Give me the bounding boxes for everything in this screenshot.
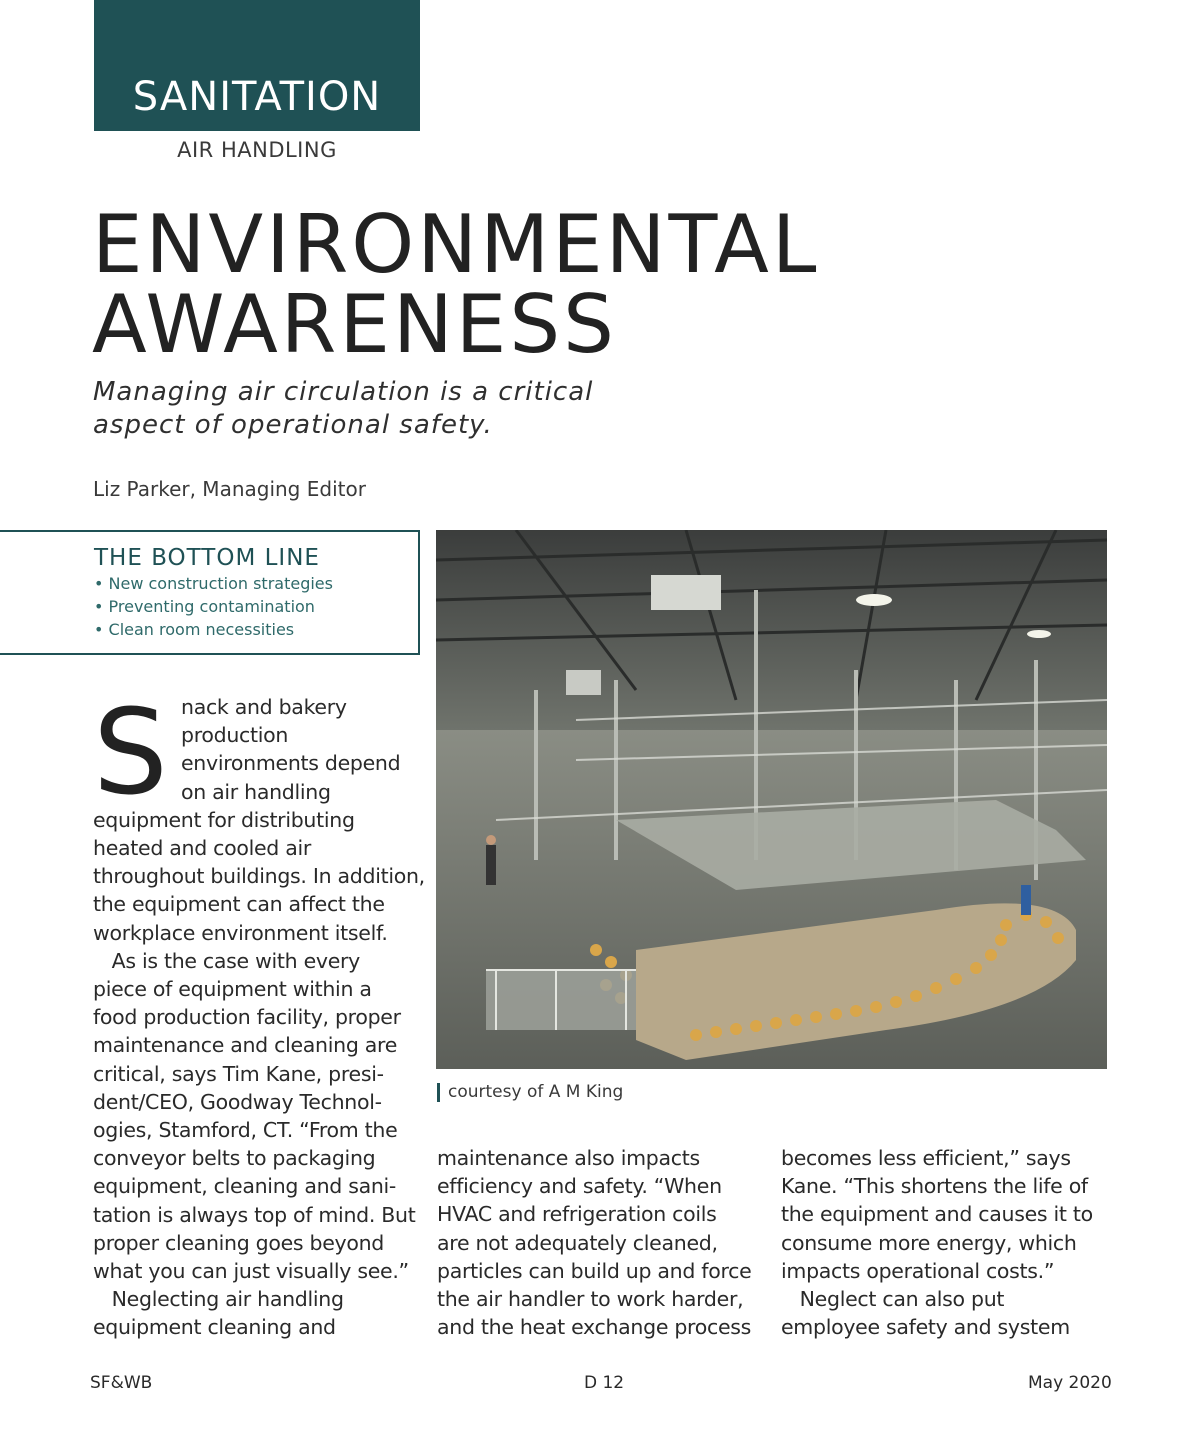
bottom-line-item: • Preventing contamination bbox=[94, 597, 315, 616]
headline-line-2: AWARENESS bbox=[92, 278, 617, 371]
body-line: on air handling bbox=[181, 779, 331, 804]
body-line: employee safety and system bbox=[781, 1315, 1070, 1340]
body-line: the equipment can affect the bbox=[93, 892, 385, 917]
footer-date: May 2020 bbox=[1028, 1373, 1112, 1393]
body-line: and the heat exchange process bbox=[437, 1315, 752, 1340]
body-line: critical, says Tim Kane, presi- bbox=[93, 1061, 384, 1086]
body-line: heated and cooled air bbox=[93, 836, 312, 861]
body-line: HVAC and refrigeration coils bbox=[437, 1202, 717, 1227]
subsection-label: AIR HANDLING bbox=[177, 138, 337, 162]
dropcap: S bbox=[93, 683, 168, 821]
byline: Liz Parker, Managing Editor bbox=[93, 477, 366, 501]
section-label: SANITATION bbox=[132, 74, 382, 120]
body-column-2 bbox=[437, 1144, 772, 1341]
bottom-line-item: • Clean room necessities bbox=[94, 620, 295, 639]
factory-photo-illustration bbox=[436, 530, 1107, 1069]
body-line: environments depend bbox=[181, 751, 401, 776]
body-line: conveyor belts to packaging bbox=[93, 1146, 376, 1171]
body-line: maintenance also impacts bbox=[437, 1146, 700, 1170]
body-line: particles can build up and force bbox=[437, 1258, 752, 1283]
body-line: equipment for distributing bbox=[93, 807, 355, 832]
bottom-line-list bbox=[94, 572, 418, 641]
body-line: piece of equipment within a bbox=[93, 977, 372, 1002]
body-line: efficiency and safety. “When bbox=[437, 1174, 722, 1199]
deck-line-1: Managing air circulation is a critical bbox=[93, 377, 594, 407]
body-line: maintenance and cleaning are bbox=[93, 1033, 398, 1058]
body-line: proper cleaning goes beyond bbox=[93, 1230, 385, 1255]
body-line: workplace environment itself. bbox=[93, 920, 388, 945]
body-line: throughout buildings. In addition, bbox=[93, 864, 425, 889]
body-line: equipment, cleaning and sani- bbox=[93, 1174, 397, 1199]
body-line: nack and bakery bbox=[181, 695, 347, 719]
bottom-line-item: • New construction strategies bbox=[94, 574, 333, 593]
body-line: the air handler to work harder, bbox=[437, 1287, 744, 1312]
headline bbox=[92, 198, 992, 371]
body-line: Kane. “This shortens the life of bbox=[781, 1174, 1088, 1199]
deck bbox=[93, 376, 653, 442]
body-line: food production facility, proper bbox=[93, 1005, 401, 1030]
photo-caption: courtesy of A M King bbox=[437, 1083, 623, 1102]
section-tag bbox=[94, 0, 420, 131]
factory-photo bbox=[436, 530, 1107, 1069]
footer-page-number: D 12 bbox=[584, 1373, 625, 1393]
body-line: impacts operational costs.” bbox=[781, 1258, 1055, 1283]
headline-line-1: ENVIRONMENTAL bbox=[92, 198, 820, 291]
body-line: becomes less efficient,” says bbox=[781, 1146, 1071, 1170]
body-line: production bbox=[181, 723, 289, 748]
body-line: dent/CEO, Goodway Technol- bbox=[93, 1089, 382, 1114]
body-column-3 bbox=[781, 1144, 1121, 1341]
body-line: consume more energy, which bbox=[781, 1230, 1077, 1255]
body-line: the equipment and causes it to bbox=[781, 1202, 1093, 1227]
footer-publication: SF&WB bbox=[90, 1373, 153, 1393]
body-line: Neglect can also put bbox=[781, 1287, 1005, 1312]
body-line: what you can just visually see.” bbox=[93, 1259, 409, 1284]
body-line: tation is always top of mind. But bbox=[93, 1202, 416, 1227]
deck-line-2: aspect of operational safety. bbox=[93, 410, 493, 440]
body-column-1 bbox=[93, 683, 425, 1342]
bottom-line-title: THE BOTTOM LINE bbox=[94, 545, 320, 571]
bottom-line-box bbox=[0, 530, 420, 655]
body-line: Neglecting air handling bbox=[93, 1287, 344, 1312]
body-line: ogies, Stamford, CT. “From the bbox=[93, 1118, 398, 1143]
body-line: are not adequately cleaned, bbox=[437, 1230, 718, 1255]
body-line: As is the case with every bbox=[93, 948, 360, 973]
body-line: equipment cleaning and bbox=[93, 1315, 336, 1340]
